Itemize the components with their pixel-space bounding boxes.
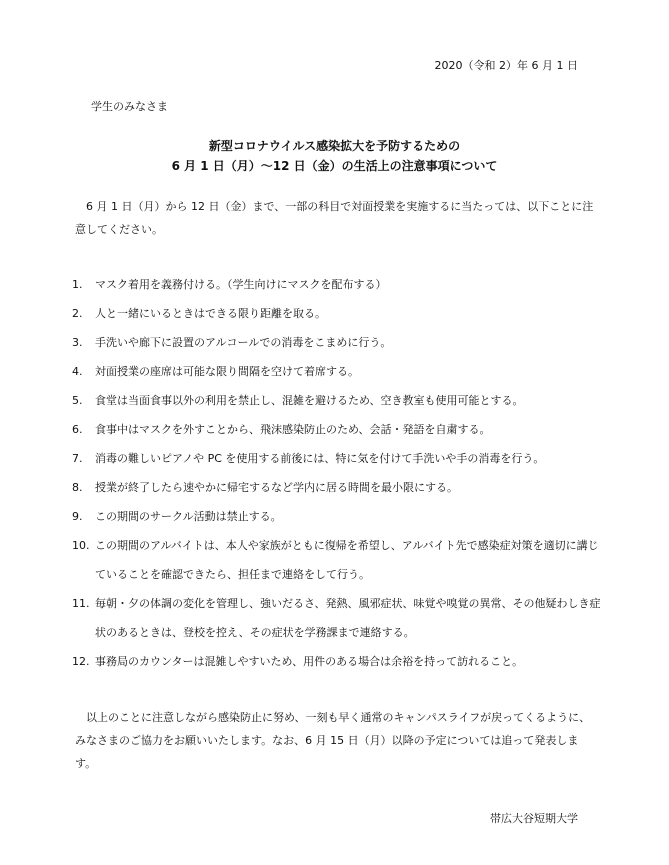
item-text: この期間のアルバイトは、本人や家族がともに復帰を希望し、アルバイト先で感染症対策を適切に講じていることを確認できたら、担任まで連絡をして行う。 bbox=[95, 539, 599, 581]
item-number: 10. bbox=[72, 539, 90, 552]
item-text: 対面授業の座席は可能な限り間隔を空けて着席する。 bbox=[95, 365, 359, 378]
list-item bbox=[72, 357, 602, 386]
item-number: 1. bbox=[72, 278, 83, 291]
item-number: 9. bbox=[72, 510, 83, 523]
item-number: 8. bbox=[72, 481, 83, 494]
item-text: マスク着用を義務付ける。（学生向けにマスクを配布する） bbox=[95, 278, 387, 291]
list-item bbox=[72, 531, 602, 589]
item-text: 事務局のカウンターは混雑しやすいため、用件のある場合は余裕を持って訪れること。 bbox=[95, 655, 524, 668]
salutation: 学生のみなさま bbox=[91, 100, 168, 113]
item-text: 授業が終了したら速やかに帰宅するなど学内に居る時間を最小限にする。 bbox=[95, 481, 458, 494]
item-text: 毎朝・夕の体調の変化を管理し、強いだるさ、発熱、風邪症状、味覚や嗅覚の異常、その他疑わしき症状のあるときは、登校を控え、その症状を学務課まで連絡する。 bbox=[95, 597, 601, 639]
document-title bbox=[0, 136, 669, 176]
list-item bbox=[72, 473, 602, 502]
intro-paragraph: 6 月 1 日（月）から 12 日（金）まで、一部の科目で対面授業を実施するに当たっては、以下ことに注意してください。 bbox=[75, 200, 594, 236]
list-item bbox=[72, 386, 602, 415]
item-text: 食堂は当面食事以外の利用を禁止し、混雑を避けるため、空き教室も使用可能とする。 bbox=[95, 394, 524, 407]
list-item bbox=[72, 647, 602, 676]
list-item bbox=[72, 444, 602, 473]
item-number: 4. bbox=[72, 365, 83, 378]
item-number: 6. bbox=[72, 423, 83, 436]
item-text: 手洗いや廊下に設置のアルコールでの消毒をこまめに行う。 bbox=[95, 336, 392, 349]
list-item bbox=[72, 589, 602, 647]
list-item bbox=[72, 270, 602, 299]
list-item bbox=[72, 328, 602, 357]
title-line-1: 新型コロナウイルス感染拡大を予防するための bbox=[208, 139, 461, 153]
item-text: 消毒の難しいピアノや PC を使用する前後には、特に気を付けて手洗いや手の消毒を行う。 bbox=[95, 452, 545, 465]
item-number: 5. bbox=[72, 394, 83, 407]
list-item bbox=[72, 299, 602, 328]
item-text: この期間のサークル活動は禁止する。 bbox=[95, 510, 282, 523]
item-number: 3. bbox=[72, 336, 83, 349]
item-text: 食事中はマスクを外すことから、飛沫感染防止のため、会話・発語を自粛する。 bbox=[95, 423, 491, 436]
item-text: 人と一緒にいるときはできる限り距離を取る。 bbox=[95, 307, 326, 320]
item-number: 12. bbox=[72, 655, 90, 668]
item-number: 11. bbox=[72, 597, 90, 610]
item-number: 2. bbox=[72, 307, 83, 320]
item-number: 7. bbox=[72, 452, 83, 465]
list-item bbox=[72, 502, 602, 531]
list-item bbox=[72, 415, 602, 444]
closing-paragraph: 以上のことに注意しながら感染防止に努め、一刻も早く通常のキャンパスライフが戻ってくるように、みなさまのご協力をお願いいたします。なお、6 月 15 日（月）以降の予定については追って発表します。 bbox=[75, 711, 591, 770]
signature: 帯広大谷短期大学 bbox=[490, 812, 578, 825]
document-date: 2020（令和 2）年 6 月 1 日 bbox=[434, 59, 578, 72]
title-line-2: 6 月 1 日（月）～12 日（金）の生活上の注意事項について bbox=[171, 159, 498, 173]
rules-list bbox=[72, 270, 602, 676]
